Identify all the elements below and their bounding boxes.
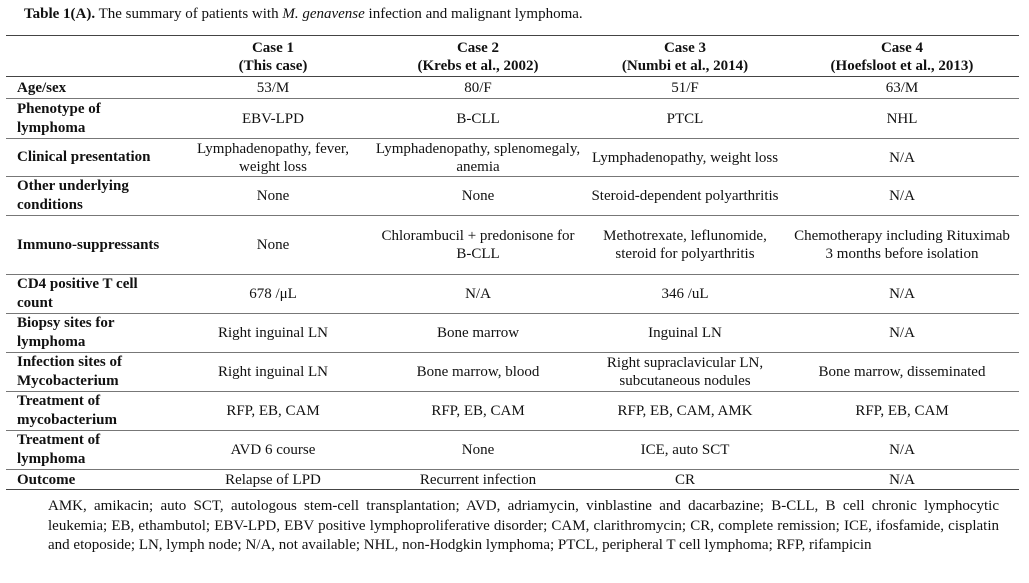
row-header: Outcome (6, 470, 175, 490)
table-row (6, 275, 1019, 314)
table-row (6, 177, 1019, 216)
table-cell: NHL (785, 99, 1019, 139)
table-cell: 80/F (371, 77, 585, 99)
table-cell: N/A (785, 275, 1019, 314)
row-header: Phenotype of lymphoma (6, 99, 175, 139)
table-cell: None (175, 216, 371, 275)
table-cell: Chlorambucil + predonisone for B-CLL (371, 216, 585, 275)
caption-text-post: infection and malignant lymphoma. (364, 6, 583, 22)
table-cell: RFP, EB, CAM (175, 392, 371, 431)
table-cell: RFP, EB, CAM, AMK (585, 392, 785, 431)
row-header: Treatment of mycobacterium (6, 392, 175, 431)
table-cell: AVD 6 course (175, 431, 371, 470)
table-cell: Bone marrow (371, 314, 585, 353)
caption-organism: M. genavense (282, 6, 365, 22)
table-row (6, 139, 1019, 177)
table-cell: B-CLL (371, 99, 585, 139)
header-case-4: Case 4 (Hoefsloot et al., 2013) (785, 36, 1019, 77)
abbreviations-footnote: AMK, amikacin; auto SCT, autologous stem-cell transplantation; AVD, adriamycin, vinblastine and dacarbazine; B-CLL, B cell chronic lymphocytic leukemia; EB, ethambutol; EBV-LPD, EBV positive lymphoproliferative disorder; CAM, clarithromycin; CR, complete remission; ICE, ifosfamide, cisplatin and etoposide; LN, lymph node; N/A, not available; NHL, non-Hodgkin lymphoma; PTCL, peripheral T cell lymphoma; RFP, rifampicin (48, 498, 999, 553)
table-cell: 346 /uL (585, 275, 785, 314)
table-cell: PTCL (585, 99, 785, 139)
row-header: CD4 positive T cell count (6, 275, 175, 314)
table-cell: None (371, 177, 585, 216)
table-cell: N/A (785, 314, 1019, 353)
table-cell: N/A (785, 177, 1019, 216)
row-header: Biopsy sites for lymphoma (6, 314, 175, 353)
table-cell: ICE, auto SCT (585, 431, 785, 470)
table-cell: Chemotherapy including Rituximab 3 months before isolation (785, 216, 1019, 275)
table-row (6, 470, 1019, 490)
table-cell: Lymphadenopathy, fever, weight loss (175, 139, 371, 177)
row-header: Other underlying conditions (6, 177, 175, 216)
table-row (6, 353, 1019, 392)
table-row (6, 314, 1019, 353)
table-cell: RFP, EB, CAM (371, 392, 585, 431)
table-cell: None (175, 177, 371, 216)
table-cell: Lymphadenopathy, splenomegaly, anemia (371, 139, 585, 177)
table-cell: N/A (371, 275, 585, 314)
table-row (6, 77, 1019, 99)
table-cell: 678 /μL (175, 275, 371, 314)
row-header: Immuno-suppressants (6, 216, 175, 275)
summary-table (6, 35, 1019, 490)
header-row (6, 36, 1019, 77)
table-row (6, 99, 1019, 139)
table-cell: Bone marrow, disseminated (785, 353, 1019, 392)
table-caption (24, 6, 583, 23)
caption-text-pre: The summary of patients with (95, 6, 283, 22)
table-cell: Lymphadenopathy, weight loss (585, 139, 785, 177)
table-cell: N/A (785, 470, 1019, 490)
table-cell: Relapse of LPD (175, 470, 371, 490)
table-cell: 53/M (175, 77, 371, 99)
row-header: Infection sites of Mycobacterium (6, 353, 175, 392)
table-cell: Recurrent infection (371, 470, 585, 490)
table-cell: EBV-LPD (175, 99, 371, 139)
table-cell: N/A (785, 431, 1019, 470)
header-case-3: Case 3 (Numbi et al., 2014) (585, 36, 785, 77)
table-cell: N/A (785, 139, 1019, 177)
table-row (6, 216, 1019, 275)
table-cell: Right inguinal LN (175, 353, 371, 392)
table-cell: Steroid-dependent polyarthritis (585, 177, 785, 216)
table-cell: Methotrexate, leflunomide, steroid for polyarthritis (585, 216, 785, 275)
table-cell: Inguinal LN (585, 314, 785, 353)
table-cell: Right inguinal LN (175, 314, 371, 353)
row-header: Age/sex (6, 77, 175, 99)
table-cell: RFP, EB, CAM (785, 392, 1019, 431)
table-row (6, 431, 1019, 470)
header-case-1: Case 1 (This case) (175, 36, 371, 77)
header-case-2: Case 2 (Krebs et al., 2002) (371, 36, 585, 77)
table-cell: None (371, 431, 585, 470)
table-cell: 63/M (785, 77, 1019, 99)
table-cell: 51/F (585, 77, 785, 99)
table-cell: CR (585, 470, 785, 490)
table-cell: Bone marrow, blood (371, 353, 585, 392)
table-label: Table 1(A). (24, 6, 96, 22)
header-cell-empty (6, 36, 175, 77)
row-header: Treatment of lymphoma (6, 431, 175, 470)
table-row (6, 392, 1019, 431)
table-cell: Right supraclavicular LN, subcutaneous nodules (585, 353, 785, 392)
row-header: Clinical presentation (6, 139, 175, 177)
